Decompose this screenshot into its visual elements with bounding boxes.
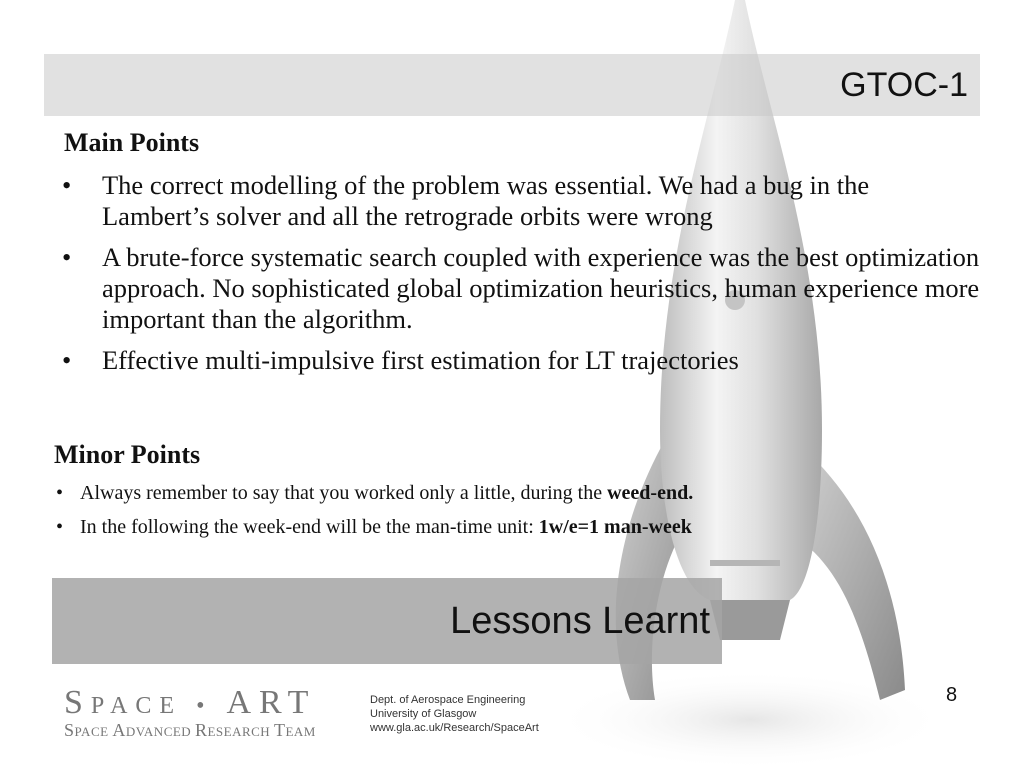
logo-tagline: SPACE ADVANCED RESEARCH TEAM	[64, 720, 316, 740]
main-points-list	[60, 170, 980, 386]
main-point-text: Effective multi-impulsive first estimation for LT trajectories	[102, 345, 739, 375]
dept-url: www.gla.ac.uk/Research/SpaceArt	[370, 722, 539, 734]
page-number: 8	[946, 684, 958, 706]
section-title: Lessons Learnt	[450, 600, 710, 642]
minor-point-item	[54, 514, 994, 540]
minor-points-heading: Minor Points	[54, 440, 201, 469]
space-art-logo	[64, 684, 354, 741]
bullet-icon: •	[62, 345, 72, 375]
main-point-item	[60, 242, 980, 335]
university-name: University of Glasgow	[370, 708, 477, 720]
minor-point-emphasis: weed-end.	[607, 482, 694, 504]
minor-point-item	[54, 480, 994, 506]
main-point-item	[60, 345, 980, 376]
minor-point-text: In the following the week-end will be the man-time unit:	[80, 516, 539, 538]
bullet-icon: •	[56, 482, 64, 504]
bullet-icon: •	[62, 242, 72, 272]
dept-name: Dept. of Aerospace Engineering	[370, 694, 526, 706]
logo-brand: SPACE • ART	[64, 684, 317, 721]
bullet-icon: •	[56, 516, 64, 538]
minor-point-text: Always remember to say that you worked only a little, during the	[80, 482, 608, 504]
main-point-text: A brute-force systematic search coupled with experience was the best optimization approach. No sophisticated global optimization heuristics, human experience more important than the algorithm.	[102, 242, 980, 334]
section-bar	[52, 578, 722, 664]
main-point-item	[60, 170, 980, 232]
main-points-heading: Main Points	[64, 128, 200, 157]
minor-points-list	[54, 480, 994, 548]
slide-title: GTOC-1	[840, 66, 968, 104]
department-info	[370, 693, 539, 735]
minor-point-emphasis: 1w/e=1 man-week	[538, 516, 692, 538]
bullet-icon: •	[62, 170, 72, 200]
main-point-text: The correct modelling of the problem was essential. We had a bug in the Lambert’s solver and all the retrograde orbits were wrong	[102, 170, 870, 231]
